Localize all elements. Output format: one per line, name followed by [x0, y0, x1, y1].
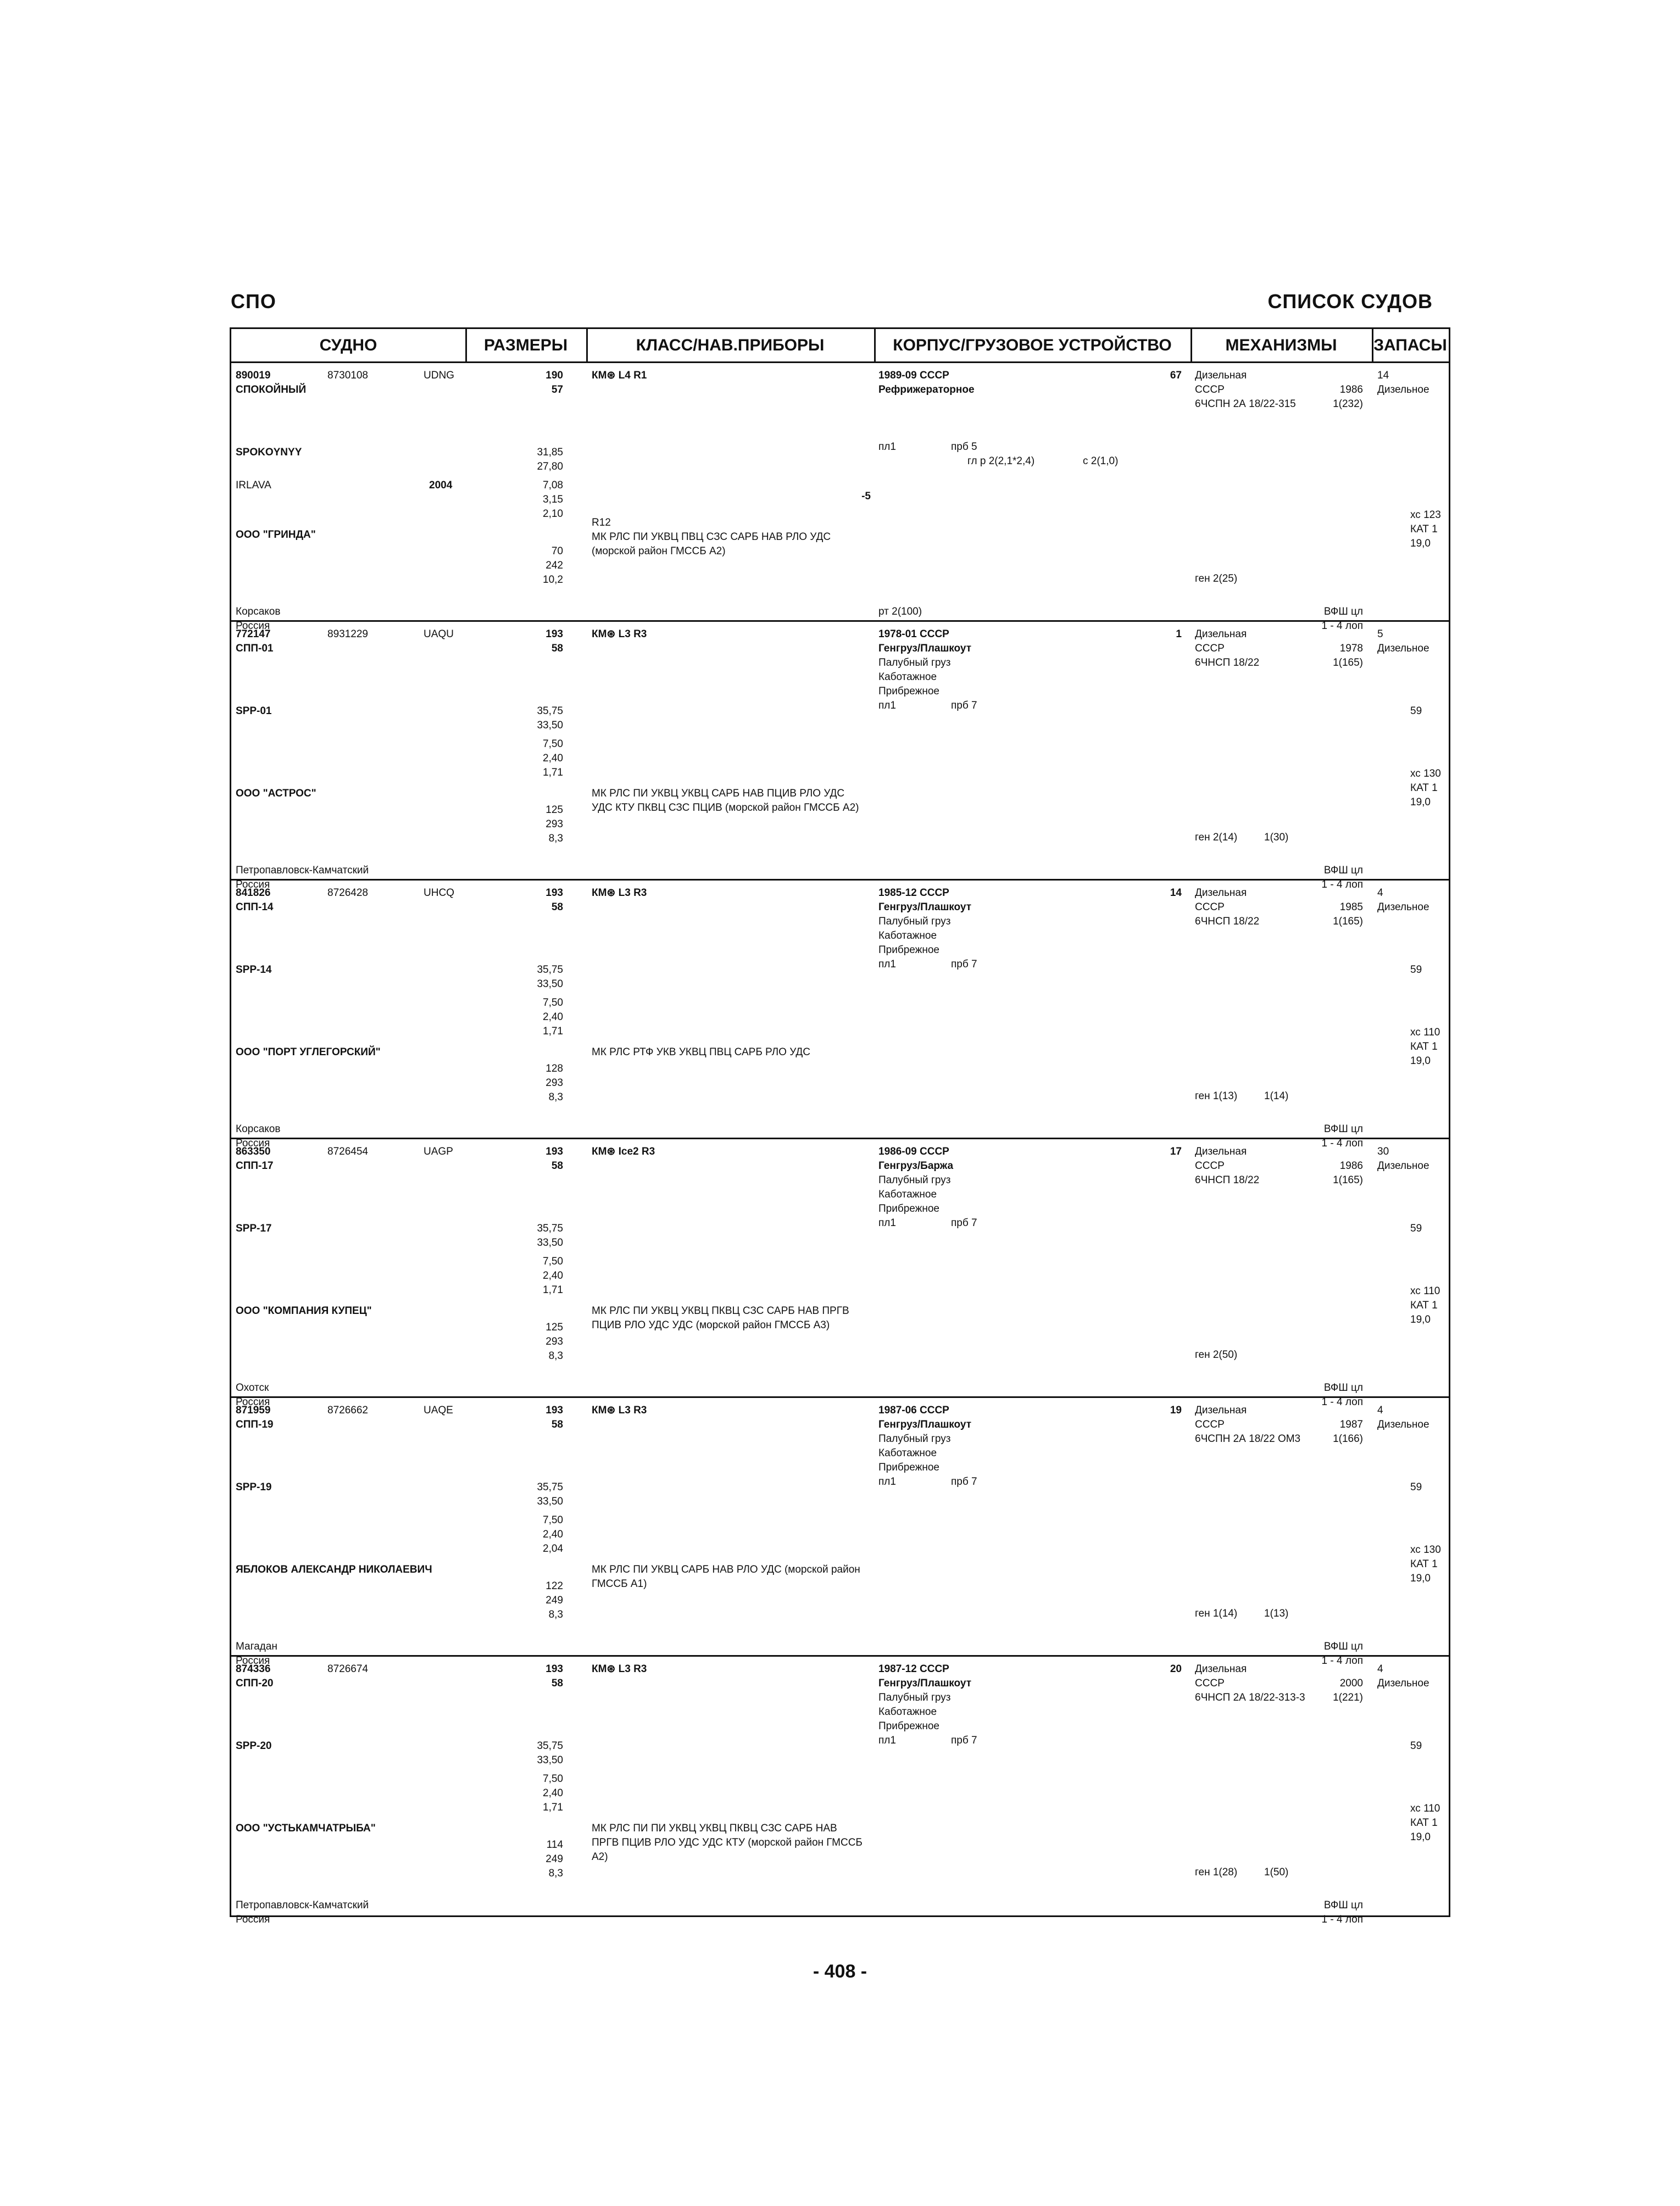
- field-mech_engine: 6ЧНСП 2А 18/22-313-3: [1195, 1692, 1305, 1703]
- field-dims-0: 193: [546, 1405, 563, 1416]
- field-hull_type: Генгруз/Баржа: [878, 1160, 954, 1172]
- ship-record: [231, 363, 1449, 632]
- field-dims-6: 1,71: [543, 1802, 563, 1813]
- field-stock_val: 19,0: [1410, 796, 1431, 808]
- field-stock_xs: хс 110: [1410, 1803, 1440, 1814]
- field-port: Магадан: [236, 1641, 277, 1652]
- field-stock_xs: хс 123: [1410, 509, 1441, 521]
- field-hull_lines-1: Каботажное: [878, 671, 937, 683]
- field-dims-7: 125: [546, 1322, 563, 1333]
- col-header-class: КЛАСС/НАВ.ПРИБОРЫ: [586, 329, 874, 363]
- field-hull_neg: -5: [861, 491, 871, 502]
- field-dims-3: 33,50: [537, 978, 563, 990]
- field-dims-4: 7,50: [543, 1256, 563, 1267]
- field-hull_prb: прб 7: [951, 1735, 977, 1746]
- field-stock_val: 19,0: [1410, 1573, 1431, 1584]
- field-dims-3: 33,50: [537, 1496, 563, 1507]
- ship-list-table: [230, 327, 1450, 1925]
- field-hull_extra2: с 2(1,0): [1083, 455, 1119, 467]
- field-mech_year: 1978: [1339, 643, 1363, 654]
- field-name_lat: SPP-17: [236, 1223, 272, 1234]
- field-port: Корсаков: [236, 1123, 281, 1135]
- field-name_lat: SPP-20: [236, 1740, 272, 1752]
- field-hull_pl: пл1: [878, 1476, 896, 1488]
- field-class: КМ⊛ Ice2 R3: [592, 1146, 655, 1157]
- field-mech_gen: ген 1(13): [1195, 1090, 1238, 1102]
- field-dims-0: 190: [546, 370, 563, 381]
- field-dims-4: 7,08: [543, 480, 563, 491]
- field-hull_type: Генгруз/Плашкоут: [878, 901, 972, 913]
- field-dims-2: 35,75: [537, 964, 563, 976]
- field-dims-9: 10,2: [543, 574, 563, 586]
- field-name_ru: СПОКОЙНЫЙ: [236, 384, 307, 395]
- field-dims-1: 57: [551, 384, 563, 395]
- field-owner: ООО "КОМПАНИЯ КУПЕЦ": [236, 1305, 372, 1317]
- field-hull_lines-0: Палубный груз: [878, 1692, 951, 1703]
- field-mech_power: 1(165): [1333, 657, 1363, 669]
- field-flag_year: 2004: [429, 480, 453, 491]
- field-country: Россия: [236, 879, 270, 890]
- field-mech_lop: 1 - 4 лоп: [1321, 1655, 1363, 1667]
- field-hull_pl: пл1: [878, 959, 896, 970]
- field-dims-1: 58: [551, 1678, 563, 1689]
- field-owner: ООО "ПОРТ УГЛЕГОРСКИЙ": [236, 1046, 381, 1058]
- field-mech_country: СССР: [1195, 384, 1225, 395]
- field-owner: ООО "АСТРОС": [236, 788, 316, 799]
- field-dims-6: 1,71: [543, 767, 563, 778]
- field-port: Охотск: [236, 1382, 269, 1394]
- field-class-nav: МК РЛС ПИ УКВЦ САРБ НАВ РЛО УДС (морской район ГМССБ А1): [592, 1564, 860, 1590]
- field-stock_num: 30: [1377, 1146, 1389, 1157]
- field-dims-2: 35,75: [537, 1740, 563, 1752]
- field-hull_lines-2: Прибрежное: [878, 1203, 939, 1215]
- field-stock_xs: хс 110: [1410, 1285, 1440, 1297]
- field-dims-2: 31,85: [537, 447, 563, 458]
- field-mech_gen: ген 2(14): [1195, 832, 1238, 843]
- field-stock_kat: КАТ 1: [1410, 1817, 1438, 1829]
- field-class_r: R12: [592, 517, 611, 528]
- col-header-mech: МЕХАНИЗМЫ: [1191, 329, 1372, 363]
- field-dims-0: 193: [546, 628, 563, 640]
- field-dims-9: 8,3: [548, 1091, 563, 1103]
- field-mech_type: Дизельная: [1195, 1405, 1247, 1416]
- field-dims-9: 8,3: [548, 1350, 563, 1362]
- field-reg: 772147: [236, 628, 271, 640]
- field-stock_num: 4: [1377, 887, 1383, 899]
- field-dims-5: 2,40: [543, 753, 563, 764]
- field-stock_num: 14: [1377, 370, 1389, 381]
- field-dims-8: 293: [546, 1336, 563, 1347]
- field-country: Россия: [236, 1914, 270, 1925]
- field-hull_num: 14: [1170, 887, 1182, 899]
- field-mech_lop: 1 - 4 лоп: [1321, 1396, 1363, 1408]
- field-mech_engine: 6ЧСПН 2А 18/22 ОМ3: [1195, 1433, 1301, 1445]
- field-stock_fuel: Дизельное: [1377, 643, 1429, 654]
- field-reg: 890019: [236, 370, 271, 381]
- field-hull_year: 1989-09 СССР: [878, 370, 949, 381]
- field-mech_country: СССР: [1195, 1678, 1225, 1689]
- field-hull_year: 1987-12 СССР: [878, 1663, 949, 1675]
- field-dims-3: 33,50: [537, 1754, 563, 1766]
- field-hull_num: 1: [1176, 628, 1182, 640]
- field-mech_engine: 6ЧНСП 18/22: [1195, 916, 1260, 927]
- field-hull_num: 67: [1170, 370, 1182, 381]
- field-dims-5: 2,40: [543, 1011, 563, 1023]
- field-class: КМ⊛ L3 R3: [592, 1405, 647, 1416]
- field-stock_fuel: Дизельное: [1377, 1678, 1429, 1689]
- field-hull_type: Генгруз/Плашкоут: [878, 1419, 972, 1430]
- field-stock_kat: КАТ 1: [1410, 782, 1438, 794]
- field-dims-2: 35,75: [537, 1481, 563, 1493]
- field-name_lat: SPP-19: [236, 1481, 272, 1493]
- field-stock_mid: 59: [1410, 1481, 1422, 1493]
- field-mech_power: 1(232): [1333, 398, 1363, 410]
- field-dims-8: 249: [546, 1853, 563, 1865]
- field-dims-9: 8,3: [548, 1868, 563, 1879]
- field-call: UDNG: [424, 370, 454, 381]
- field-reg: 841826: [236, 887, 271, 899]
- field-mech_type: Дизельная: [1195, 1663, 1247, 1675]
- field-imo: 8726454: [327, 1146, 368, 1157]
- field-dims-6: 1,71: [543, 1284, 563, 1296]
- field-stock_num: 5: [1377, 628, 1383, 640]
- field-dims-8: 249: [546, 1595, 563, 1606]
- field-class: КМ⊛ L4 R1: [592, 370, 647, 381]
- field-stock_mid: 59: [1410, 964, 1422, 976]
- field-hull_lines-1: Каботажное: [878, 1447, 937, 1459]
- field-dims-5: 3,15: [543, 494, 563, 505]
- field-dims-4: 7,50: [543, 1514, 563, 1526]
- field-mech_engine: 6ЧНСП 18/22: [1195, 1174, 1260, 1186]
- field-class-nav: МК РЛС ПИ УКВЦ ПВЦ СЗС САРБ НАВ РЛО УДС (морской район ГМССБ А2): [592, 531, 831, 557]
- field-mech_type: Дизельная: [1195, 628, 1247, 640]
- field-stock_fuel: Дизельное: [1377, 1419, 1429, 1430]
- field-call: UHCQ: [424, 887, 454, 899]
- field-hull_num: 20: [1170, 1663, 1182, 1675]
- field-dims-8: 293: [546, 818, 563, 830]
- field-mech_country: СССР: [1195, 1160, 1225, 1172]
- field-hull_pl: пл1: [878, 700, 896, 711]
- ship-record: [231, 1398, 1449, 1667]
- field-mech_country: СССР: [1195, 1419, 1225, 1430]
- field-stock_xs: хс 110: [1410, 1027, 1440, 1038]
- field-mech_vfsh: ВФШ цл: [1323, 1899, 1363, 1911]
- field-mech_lop: 1 - 4 лоп: [1321, 620, 1363, 632]
- field-dims-1: 58: [551, 1160, 563, 1172]
- field-hull_lines-0: Палубный груз: [878, 657, 951, 669]
- field-stock_kat: КАТ 1: [1410, 1300, 1438, 1311]
- field-stock_fuel: Дизельное: [1377, 384, 1429, 395]
- field-hull_lines-0: Палубный груз: [878, 916, 951, 927]
- field-hull_prb: прб 7: [951, 959, 977, 970]
- field-imo: 8726674: [327, 1663, 368, 1675]
- field-dims-4: 7,50: [543, 1773, 563, 1785]
- field-dims-5: 2,40: [543, 1787, 563, 1799]
- ship-record: [231, 881, 1449, 1149]
- field-mech_lop: 1 - 4 лоп: [1321, 879, 1363, 890]
- field-hull_num: 17: [1170, 1146, 1182, 1157]
- field-reg: 874336: [236, 1663, 271, 1675]
- field-mech_engine: 6ЧНСП 18/22: [1195, 657, 1260, 669]
- field-hull_type: Рефрижераторное: [878, 384, 975, 395]
- field-dims-7: 125: [546, 804, 563, 816]
- field-mech_gen: ген 2(50): [1195, 1349, 1238, 1361]
- page-header-left: СПО: [231, 290, 276, 313]
- field-hull_prb: прб 5: [951, 441, 977, 453]
- field-mech_type: Дизельная: [1195, 370, 1247, 381]
- field-hull_lines-1: Каботажное: [878, 1189, 937, 1200]
- field-hull_type: Генгруз/Плашкоут: [878, 643, 972, 654]
- field-stock_fuel: Дизельное: [1377, 1160, 1429, 1172]
- field-class-nav: МК РЛС ПИ ПИ УКВЦ УКВЦ ПКВЦ СЗС САРБ НАВ ПРГВ ПЦИВ РЛО УДС УДС КТУ (морской район ГМССБ А2): [592, 1823, 863, 1863]
- field-call: UAQE: [424, 1405, 453, 1416]
- field-mech_vfsh: ВФШ цл: [1323, 1123, 1363, 1135]
- field-hull_lines-1: Каботажное: [878, 930, 937, 942]
- field-dims-7: 122: [546, 1580, 563, 1592]
- field-dims-8: 242: [546, 560, 563, 571]
- field-stock_kat: КАТ 1: [1410, 1558, 1438, 1570]
- field-mech_gen2: 1(14): [1264, 1090, 1289, 1102]
- field-country: Россия: [236, 620, 270, 632]
- field-class: КМ⊛ L3 R3: [592, 1663, 647, 1675]
- field-hull_lines-2: Прибрежное: [878, 944, 939, 956]
- field-dims-2: 35,75: [537, 705, 563, 717]
- field-hull_pl: пл1: [878, 441, 896, 453]
- field-hull_num: 19: [1170, 1405, 1182, 1416]
- field-class: КМ⊛ L3 R3: [592, 628, 647, 640]
- field-imo: 8931229: [327, 628, 368, 640]
- field-dims-2: 35,75: [537, 1223, 563, 1234]
- col-divider: [586, 329, 588, 363]
- field-country: Россия: [236, 1655, 270, 1667]
- field-imo: 8726662: [327, 1405, 368, 1416]
- field-stock_mid: 59: [1410, 1223, 1422, 1234]
- field-mech_country: СССР: [1195, 643, 1225, 654]
- field-mech_year: 2000: [1339, 1678, 1363, 1689]
- field-mech_gen2: 1(50): [1264, 1867, 1289, 1878]
- field-dims-0: 193: [546, 887, 563, 899]
- col-header-ship: СУДНО: [231, 329, 465, 363]
- field-mech_vfsh: ВФШ цл: [1323, 606, 1363, 617]
- field-hull_pl: пл1: [878, 1217, 896, 1229]
- field-dims-9: 8,3: [548, 1609, 563, 1620]
- field-stock_val: 19,0: [1410, 1831, 1431, 1843]
- field-imo: 8730108: [327, 370, 368, 381]
- field-mech_year: 1985: [1339, 901, 1363, 913]
- field-dims-8: 293: [546, 1077, 563, 1089]
- col-header-dims: РАЗМЕРЫ: [465, 329, 586, 363]
- field-name_ru: СПП-17: [236, 1160, 274, 1172]
- field-dims-4: 7,50: [543, 738, 563, 750]
- page-number: - 408 -: [813, 1961, 867, 1982]
- field-hull_type: Генгруз/Плашкоут: [878, 1678, 972, 1689]
- field-mech_vfsh: ВФШ цл: [1323, 1382, 1363, 1394]
- field-name_lat: SPP-01: [236, 705, 272, 717]
- field-name_ru: СПП-14: [236, 901, 274, 913]
- field-mech_year: 1987: [1339, 1419, 1363, 1430]
- field-mech_lop: 1 - 4 лоп: [1321, 1138, 1363, 1149]
- field-hull_year: 1978-01 СССР: [878, 628, 949, 640]
- field-dims-3: 33,50: [537, 720, 563, 731]
- col-divider: [1372, 329, 1373, 363]
- field-owner: ООО "ГРИНДА": [236, 529, 316, 541]
- field-stock_val: 19,0: [1410, 538, 1431, 549]
- field-mech_engine: 6ЧСПН 2А 18/22-315: [1195, 398, 1296, 410]
- field-stock_mid: 59: [1410, 705, 1422, 717]
- field-stock_kat: КАТ 1: [1410, 1041, 1438, 1052]
- col-divider: [874, 329, 876, 363]
- field-port: Петропавловск-Камчатский: [236, 1899, 369, 1911]
- field-hull_prb: прб 7: [951, 1476, 977, 1488]
- field-dims-5: 2,40: [543, 1529, 563, 1540]
- field-mech_power: 1(165): [1333, 1174, 1363, 1186]
- field-name_lat: SPP-14: [236, 964, 272, 976]
- field-dims-6: 2,10: [543, 508, 563, 520]
- field-hull_year: 1985-12 СССР: [878, 887, 949, 899]
- field-name_ru: СПП-19: [236, 1419, 274, 1430]
- field-call: UAGP: [424, 1146, 453, 1157]
- field-mech_power: 1(221): [1333, 1692, 1363, 1703]
- field-dims-1: 58: [551, 901, 563, 913]
- field-hull_prb: прб 7: [951, 700, 977, 711]
- field-dims-1: 58: [551, 643, 563, 654]
- field-dims-7: 114: [546, 1839, 563, 1851]
- field-hull_lines-1: Каботажное: [878, 1706, 937, 1718]
- field-reg: 863350: [236, 1146, 271, 1157]
- field-dims-9: 8,3: [548, 833, 563, 844]
- field-mech_type: Дизельная: [1195, 887, 1247, 899]
- field-dims-7: 128: [546, 1063, 563, 1074]
- field-reg: 871959: [236, 1405, 271, 1416]
- col-header-hull: КОРПУС/ГРУЗОВОЕ УСТРОЙСТВО: [874, 329, 1191, 363]
- field-name_ru: СПП-01: [236, 643, 274, 654]
- field-dims-0: 193: [546, 1146, 563, 1157]
- field-dims-3: 33,50: [537, 1237, 563, 1249]
- field-hull_pl: пл1: [878, 1735, 896, 1746]
- field-hull_extra1: гл р 2(2,1*2,4): [967, 455, 1035, 467]
- col-divider: [1191, 329, 1192, 363]
- ship-record: [231, 1139, 1449, 1408]
- field-mech_gen2: 1(30): [1264, 832, 1289, 843]
- field-stock_num: 4: [1377, 1405, 1383, 1416]
- field-mech_year: 1986: [1339, 1160, 1363, 1172]
- field-class-nav: МК РЛС РТФ УКВ УКВЦ ПВЦ САРБ РЛО УДС: [592, 1046, 810, 1058]
- field-stock_val: 19,0: [1410, 1314, 1431, 1325]
- page-header-right: СПИСОК СУДОВ: [1267, 290, 1433, 313]
- field-dims-4: 7,50: [543, 997, 563, 1009]
- field-dims-5: 2,40: [543, 1270, 563, 1282]
- field-mech_country: СССР: [1195, 901, 1225, 913]
- field-owner: ООО "УСТЬКАМЧАТРЫБА": [236, 1823, 376, 1834]
- field-class: КМ⊛ L3 R3: [592, 887, 647, 899]
- field-hull_rt: рт 2(100): [878, 606, 922, 617]
- field-hull_lines-2: Прибрежное: [878, 686, 939, 697]
- field-dims-6: 2,04: [543, 1543, 563, 1555]
- field-dims-3: 27,80: [537, 461, 563, 472]
- field-stock_mid: 59: [1410, 1740, 1422, 1752]
- field-stock_xs: хс 130: [1410, 1544, 1441, 1556]
- field-hull_year: 1987-06 СССР: [878, 1405, 949, 1416]
- field-call: UAQU: [424, 628, 454, 640]
- field-stock_num: 4: [1377, 1663, 1383, 1675]
- col-header-stock: ЗАПАСЫ: [1372, 329, 1449, 363]
- field-hull_lines-0: Палубный груз: [878, 1433, 951, 1445]
- field-name_ru: СПП-20: [236, 1678, 274, 1689]
- field-stock_fuel: Дизельное: [1377, 901, 1429, 913]
- field-hull_lines-0: Палубный груз: [878, 1174, 951, 1186]
- field-mech_vfsh: ВФШ цл: [1323, 1641, 1363, 1652]
- field-owner: ЯБЛОКОВ АЛЕКСАНДР НИКОЛАЕВИЧ: [236, 1564, 432, 1575]
- field-class-nav: МК РЛС ПИ УКВЦ УКВЦ САРБ НАВ ПЦИВ РЛО УДС УДС КТУ ПКВЦ СЗС ПЦИВ (морской район ГМССБ А2): [592, 788, 859, 814]
- field-port: Петропавловск-Камчатский: [236, 865, 369, 876]
- field-mech_year: 1986: [1339, 384, 1363, 395]
- field-name_lat: SPOKOYNYY: [236, 447, 302, 458]
- field-mech_vfsh: ВФШ цл: [1323, 865, 1363, 876]
- field-hull_year: 1986-09 СССР: [878, 1146, 949, 1157]
- ship-record: [231, 622, 1449, 890]
- field-stock_xs: хс 130: [1410, 768, 1441, 779]
- field-mech_power: 1(165): [1333, 916, 1363, 927]
- field-class-nav: МК РЛС ПИ УКВЦ УКВЦ ПКВЦ СЗС САРБ НАВ ПРГВ ПЦИВ РЛО УДС УДС (морской район ГМССБ А3): [592, 1305, 849, 1331]
- field-stock_kat: КАТ 1: [1410, 523, 1438, 535]
- field-flag_prev: IRLAVA: [236, 480, 271, 491]
- field-country: Россия: [236, 1396, 270, 1408]
- field-mech_gen: ген 1(14): [1195, 1608, 1238, 1619]
- field-mech_gen: ген 1(28): [1195, 1867, 1238, 1878]
- field-dims-1: 58: [551, 1419, 563, 1430]
- field-stock_val: 19,0: [1410, 1055, 1431, 1067]
- field-mech_type: Дизельная: [1195, 1146, 1247, 1157]
- field-hull_lines-2: Прибрежное: [878, 1720, 939, 1732]
- field-dims-0: 193: [546, 1663, 563, 1675]
- col-divider: [465, 329, 467, 363]
- field-mech_power: 1(166): [1333, 1433, 1363, 1445]
- field-dims-7: 70: [551, 545, 563, 557]
- field-mech_gen: ген 2(25): [1195, 573, 1238, 584]
- ship-record: [231, 1657, 1449, 1925]
- field-mech_lop: 1 - 4 лоп: [1321, 1914, 1363, 1925]
- field-country: Россия: [236, 1138, 270, 1149]
- field-port: Корсаков: [236, 606, 281, 617]
- field-mech_gen2: 1(13): [1264, 1608, 1289, 1619]
- field-hull_lines-2: Прибрежное: [878, 1462, 939, 1473]
- field-hull_prb: прб 7: [951, 1217, 977, 1229]
- field-dims-6: 1,71: [543, 1026, 563, 1037]
- field-imo: 8726428: [327, 887, 368, 899]
